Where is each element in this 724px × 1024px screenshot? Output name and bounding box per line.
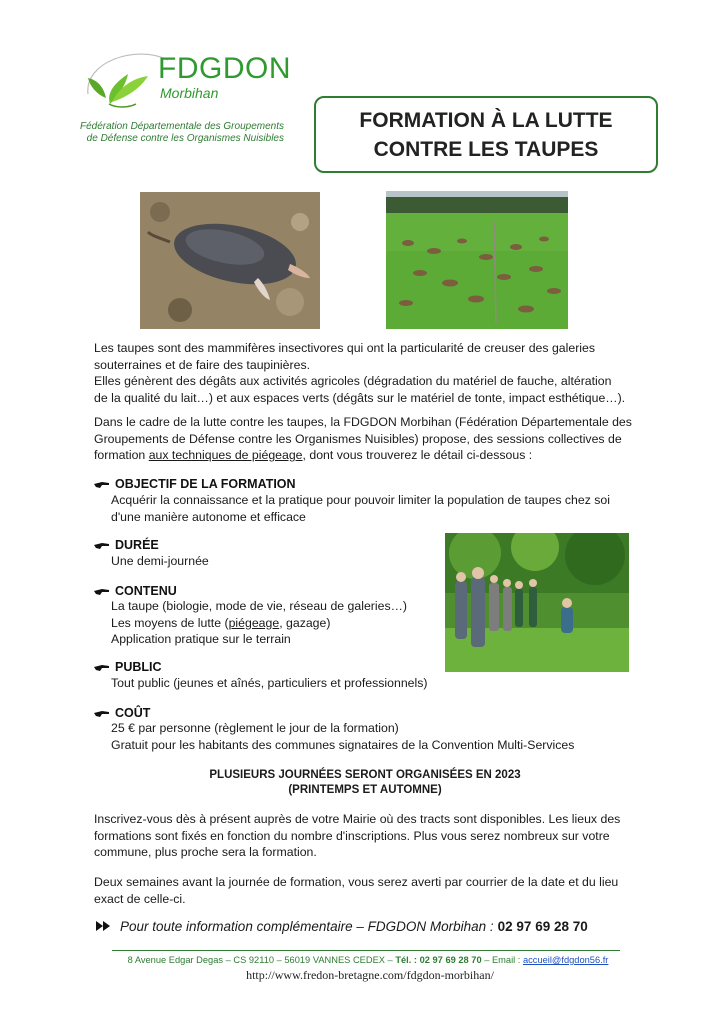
section-title-text: DURÉE (115, 538, 159, 552)
intro-paragraph-2 (94, 414, 640, 464)
text-line: exact de celle-ci. (94, 891, 186, 906)
text-line: 25 € par personne (règlement le jour de la formation) (111, 721, 399, 735)
footer-phone: Tél. : 02 97 69 28 70 (395, 955, 482, 965)
text-line: d'une manière autonome et efficace (111, 509, 306, 524)
text-line: formations sont fixés en fonction du nombre d'inscriptions. Plus vous serez nombreux sur votre (94, 828, 610, 843)
section-title-text: PUBLIC (115, 660, 162, 674)
trapping-text: piégeage (228, 615, 280, 630)
text-line: Groupements de Défense contre les Organismes Nuisibles) propose, des sessions collectives de (94, 431, 622, 446)
text-line (94, 447, 640, 464)
mole-photo (140, 192, 320, 329)
text-line: commune, plus proche sera la formation. (94, 845, 317, 859)
text-fragment: Les moyens de lutte ( (111, 615, 229, 630)
announcement (160, 768, 570, 798)
pointing-hand-icon (94, 540, 110, 550)
intro-paragraph-1 (94, 340, 640, 406)
text-fragment: , gazage) (279, 615, 331, 630)
text-line: Dans le cadre de la lutte contre les taupes, la FDGDON Morbihan (Fédération Départementale des (94, 415, 632, 429)
pointing-hand-icon (94, 662, 110, 672)
footer-address-text: 8 Avenue Edgar Degas – CS 92110 – 56019 VANNES CEDEX – (127, 955, 396, 965)
section-body-duree (111, 553, 209, 570)
leaf-logo-icon (88, 74, 148, 107)
contact-phone: 02 97 69 28 70 (497, 919, 588, 934)
double-arrow-icon (96, 919, 112, 934)
page-title (359, 106, 612, 164)
text-fragment: , dont vous trouverez le détail ci-dessous : (302, 448, 533, 462)
title-line: CONTRE LES TAUPES (373, 137, 599, 161)
federation-line: Fédération Départementale des Groupements (79, 121, 284, 132)
section-title-objectif (94, 476, 296, 492)
footer-email-link[interactable]: accueil@fdgdon56.fr (522, 955, 609, 965)
federation-name (74, 121, 284, 145)
section-title-text: OBJECTIF DE LA FORMATION (115, 477, 296, 491)
footer-divider (112, 950, 620, 951)
pointing-hand-icon (94, 479, 110, 489)
text-line: Inscrivez-vous dès à présent auprès de votre Mairie où des tracts sont disponibles. Les lieux des (94, 812, 621, 826)
pointing-hand-icon (94, 586, 110, 596)
section-title-cout (94, 705, 150, 721)
section-title-text: COÛT (115, 706, 151, 720)
trapping-techniques-text: aux techniques de piégeage (148, 448, 303, 462)
text-line (111, 615, 407, 632)
pointing-hand-icon (94, 708, 110, 718)
text-fragment: formation (94, 448, 149, 462)
closing-paragraph-2 (94, 874, 640, 907)
text-line: Elles génèrent des dégâts aux activités agricoles (dégradation du matériel de fauche, altération (94, 374, 612, 388)
contact-text: Pour toute information complémentaire – FDGDON Morbihan : (120, 919, 494, 934)
section-title-duree (94, 537, 159, 553)
title-line: FORMATION À LA LUTTE (359, 108, 613, 132)
federation-line: de Défense contre les Organismes Nuisibles (86, 133, 284, 144)
section-body-contenu (111, 598, 407, 648)
section-title-public (94, 659, 162, 675)
training-group-photo (445, 533, 629, 672)
section-body-objectif (111, 492, 610, 525)
text-line: Tout public (jeunes et aînés, particuliers et professionnels) (111, 676, 428, 690)
closing-paragraph-1 (94, 811, 640, 861)
contact-line (96, 919, 588, 934)
logo-subtitle: Morbihan (160, 85, 219, 101)
title-box (314, 96, 658, 173)
text-line: Les taupes sont des mammifères insectivores qui ont la particularité de creuser des galeries (94, 341, 596, 355)
announcement-line: PLUSIEURS JOURNÉES SERONT ORGANISÉES EN 2023 (209, 769, 521, 781)
text-line: La taupe (biologie, mode de vie, réseau de galeries…) (111, 599, 407, 613)
text-line: souterraines et de faire des taupinières. (94, 357, 311, 372)
section-body-cout (111, 720, 574, 753)
footer-address (108, 955, 628, 965)
text-line: Une demi-journée (111, 554, 209, 568)
section-title-text: CONTENU (115, 584, 177, 598)
text-line: de la qualité du lait…) et aux espaces verts (dégâts sur le matériel de tonte, impact esthétique…). (94, 390, 626, 405)
section-title-contenu (94, 583, 177, 599)
text-line: Deux semaines avant la journée de formation, vous serez averti par courrier de la date et du lieu (94, 875, 619, 889)
section-body-public (111, 675, 427, 692)
announcement-line: (PRINTEMPS ET AUTOMNE) (288, 784, 442, 796)
footer-website-link[interactable]: http://www.fredon-bretagne.com/fdgdon-morbihan/ (246, 968, 494, 982)
text-line: Gratuit pour les habitants des communes signataires de la Convention Multi-Services (111, 737, 575, 752)
footer-email-label: – Email : (481, 955, 523, 965)
logo-name: FDGDON (158, 52, 291, 85)
molehill-field-photo (386, 191, 568, 329)
text-line: Acquérir la connaissance et la pratique pour pouvoir limiter la population de taupes chez soi (111, 493, 611, 507)
text-line: Application pratique sur le terrain (111, 632, 291, 646)
